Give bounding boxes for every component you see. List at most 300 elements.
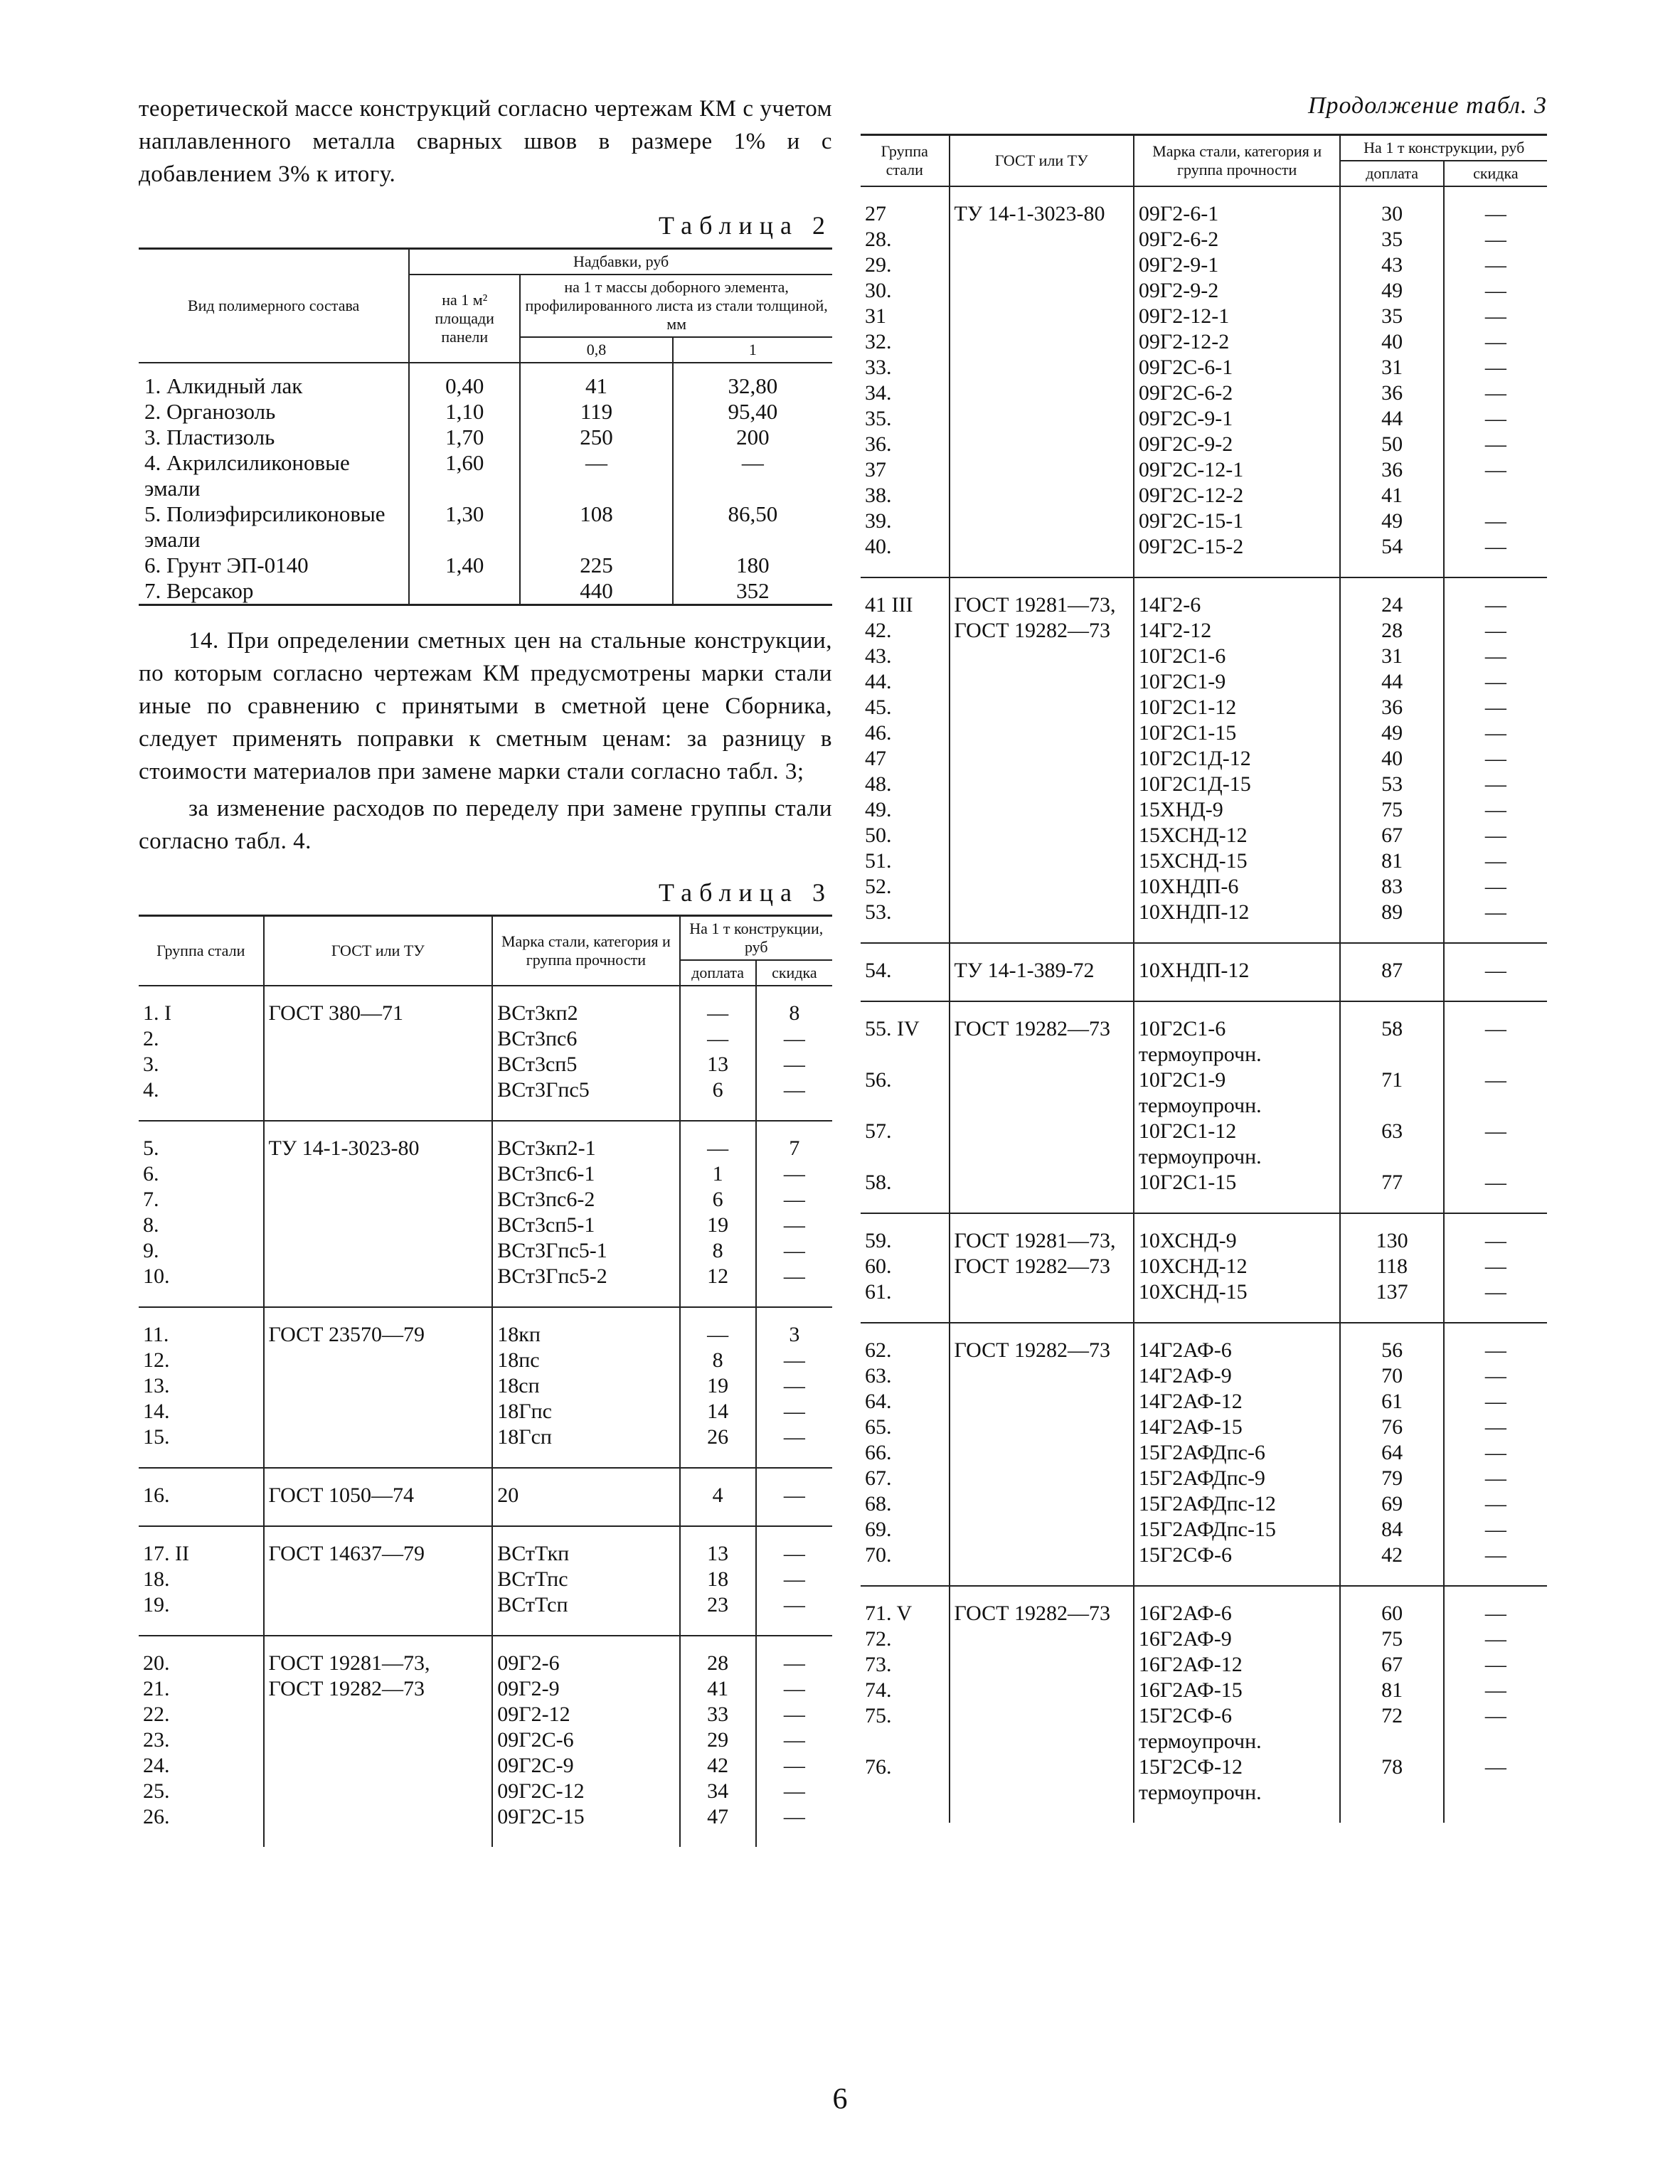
t3-cell-discount: — [1444, 618, 1547, 644]
t3-cell-discount: — [1444, 252, 1547, 278]
steel-group [139, 1468, 832, 1526]
t3-cell-discount: — [756, 1161, 832, 1187]
t3-cell-number: 35. [861, 406, 950, 432]
t3-cell-mark: 15Г2АФДпс-6 [1134, 1440, 1341, 1466]
table-row [139, 425, 832, 450]
t3-cell-number: 11. [139, 1307, 264, 1348]
t3-cell-gost: ТУ 14-1-3023-80 [950, 186, 1134, 577]
table3-left [139, 915, 832, 1847]
t2-cell-t08: 41 [520, 363, 673, 399]
table-row [139, 363, 832, 399]
t3-cell-discount: — [756, 1052, 832, 1077]
t3-cell-discount: — [1444, 797, 1547, 823]
t3-cell-surcharge: 76 [1340, 1415, 1443, 1440]
t3-cell-number: 26. [139, 1804, 264, 1847]
t3-cell-mark: 16Г2АФ-6 [1134, 1586, 1341, 1626]
t3-cell-surcharge: 36 [1340, 457, 1443, 483]
t3-cell-surcharge: 81 [1340, 848, 1443, 874]
t3-cell-number: 30. [861, 278, 950, 304]
t3-cell-number: 66. [861, 1440, 950, 1466]
t3-cell-discount: — [1444, 1119, 1547, 1170]
t3-cell-gost: ГОСТ 19281—73, ГОСТ 19282—73 [950, 577, 1134, 943]
t2-head-1: 1 [673, 337, 832, 363]
t3-cell-number: 61. [861, 1279, 950, 1323]
t3-cell-number: 5. [139, 1121, 264, 1161]
t2-cell-name: 5. Полиэфирсиликоновые эмали [139, 501, 409, 553]
t3-cell-number: 48. [861, 772, 950, 797]
t3-cell-surcharge: 49 [1340, 720, 1443, 746]
t3-cell-number: 1. I [139, 986, 264, 1026]
t3-cell-number: 53. [861, 900, 950, 943]
t3-cell-mark: 10Г2С1Д-15 [1134, 772, 1341, 797]
t3-cell-discount: — [756, 1348, 832, 1373]
t3-cell-discount: — [1444, 1543, 1547, 1586]
t3-cell-discount: — [756, 1077, 832, 1121]
t3-cell-discount: — [1444, 669, 1547, 695]
t3-cell-surcharge: 6 [680, 1187, 756, 1213]
t3-cell-mark: 15Г2АФДпс-9 [1134, 1466, 1341, 1491]
t3-cell-number: 16. [139, 1468, 264, 1526]
t3-cell-surcharge: 4 [680, 1468, 756, 1526]
t3-cell-mark: 10Г2С1-9 [1134, 669, 1341, 695]
t2-body [139, 363, 832, 605]
t2-cell-name: 1. Алкидный лак [139, 363, 409, 399]
t3-cell-surcharge: 13 [680, 1052, 756, 1077]
t3-cell-mark: 10ХСНД-12 [1134, 1254, 1341, 1279]
t3-cell-mark: ВСт3Гпс5 [492, 1077, 679, 1121]
t3-cell-mark: 10Г2С1-6 [1134, 644, 1341, 669]
table-row [139, 501, 832, 553]
t3-cell-surcharge: 40 [1340, 746, 1443, 772]
t3-cell-number: 67. [861, 1466, 950, 1491]
t3-cell-mark: 09Г2С-9 [492, 1753, 679, 1779]
t3-cell-discount: — [1444, 355, 1547, 380]
t3-cell-discount: — [756, 1727, 832, 1753]
t3-cell-discount: — [1444, 1363, 1547, 1389]
t3-cell-mark: 10ХНДП-12 [1134, 943, 1341, 1001]
t3-cell-surcharge: 56 [1340, 1323, 1443, 1363]
t3-cell-number: 44. [861, 669, 950, 695]
t3-cell-discount: — [756, 1702, 832, 1727]
table3-continuation-caption: Продолжение табл. 3 [1307, 92, 1547, 119]
t3-head-disc: скидка [756, 960, 832, 986]
t3-cell-surcharge: 24 [1340, 577, 1443, 618]
t3r-head-add: доплата [1340, 161, 1443, 186]
t3-cell-discount: 8 [756, 986, 832, 1026]
t3-cell-mark: 09Г2С-9-1 [1134, 406, 1341, 432]
t3-cell-discount: — [1444, 1389, 1547, 1415]
t2-cell-t08: — [520, 450, 673, 501]
t3-cell-number: 43. [861, 644, 950, 669]
t3-cell-surcharge: 33 [680, 1702, 756, 1727]
t3-cell-discount: — [1444, 1170, 1547, 1213]
t3-cell-mark: 10Г2С1-15 [1134, 1170, 1341, 1213]
t3-cell-mark: 14Г2АФ-12 [1134, 1389, 1341, 1415]
t3-cell-mark: 09Г2-9-2 [1134, 278, 1341, 304]
t3-cell-mark: 09Г2С-15-1 [1134, 508, 1341, 534]
t3-cell-discount: — [756, 1753, 832, 1779]
t2-cell-name: 3. Пластизоль [139, 425, 409, 450]
t3-cell-surcharge: 14 [680, 1399, 756, 1424]
t3-cell-mark: 09Г2С-12-1 [1134, 457, 1341, 483]
t3-cell-surcharge: 23 [680, 1592, 756, 1636]
t3-cell-mark: 15Г2СФ-12 термоупрочн. [1134, 1754, 1341, 1823]
t3-cell-mark: 18сп [492, 1373, 679, 1399]
t3-cell-mark: ВСтТкп [492, 1526, 679, 1567]
t3-cell-surcharge: 83 [1340, 874, 1443, 900]
t3-cell-mark: 14Г2-12 [1134, 618, 1341, 644]
table-row [139, 1636, 832, 1676]
t3-cell-surcharge: — [680, 1121, 756, 1161]
t3-cell-gost: ГОСТ 14637—79 [264, 1526, 493, 1636]
t2-cell-area: 1,70 [409, 425, 520, 450]
table-row [861, 943, 1547, 1001]
t3-cell-surcharge: 31 [1340, 644, 1443, 669]
t3-cell-surcharge: — [680, 986, 756, 1026]
t3-cell-mark: ВСт3сп5 [492, 1052, 679, 1077]
t3-cell-mark: ВСт3пс6-2 [492, 1187, 679, 1213]
t3-cell-surcharge: 50 [1340, 432, 1443, 457]
t3-cell-mark: ВСт3пс6-1 [492, 1161, 679, 1187]
t3-cell-discount: — [756, 1238, 832, 1264]
t3-cell-number: 56. [861, 1067, 950, 1119]
t3-cell-mark: 10Г2С1-12 [1134, 695, 1341, 720]
t3-cell-mark: 16Г2АФ-9 [1134, 1626, 1341, 1652]
page-number: 6 [832, 2083, 848, 2116]
t3-cell-surcharge: 87 [1340, 943, 1443, 1001]
t2-cell-area [409, 578, 520, 605]
t3-cell-number: 38. [861, 483, 950, 508]
t3-cell-discount: — [1444, 227, 1547, 252]
t3-cell-gost: ГОСТ 1050—74 [264, 1468, 493, 1526]
t3-cell-mark: 10Г2С1-9 термоупрочн. [1134, 1067, 1341, 1119]
t3-cell-number: 70. [861, 1543, 950, 1586]
t3-cell-mark: 14Г2АФ-15 [1134, 1415, 1341, 1440]
t2-cell-name: 6. Грунт ЭП-0140 [139, 553, 409, 578]
t3-cell-discount: — [756, 1213, 832, 1238]
t3-cell-mark: 09Г2-9-1 [1134, 252, 1341, 278]
table2-caption: Таблица 2 [659, 211, 832, 240]
t2-cell-area: 1,60 [409, 450, 520, 501]
t3-cell-discount: — [756, 1373, 832, 1399]
t3-cell-surcharge: 30 [1340, 186, 1443, 227]
t3-cell-discount: — [756, 1567, 832, 1592]
t3-cell-number: 17. II [139, 1526, 264, 1567]
t3-cell-number: 62. [861, 1323, 950, 1363]
t3-cell-gost: ГОСТ 23570—79 [264, 1307, 493, 1468]
t3-cell-mark: 15Г2СФ-6 [1134, 1543, 1341, 1586]
t3-cell-mark: 15Г2СФ-6 термоупрочн. [1134, 1703, 1341, 1754]
t3-cell-gost: ГОСТ 19281—73, ГОСТ 19282—73 [264, 1636, 493, 1847]
t2-cell-t08: 108 [520, 501, 673, 553]
t3-cell-gost: ГОСТ 19281—73, ГОСТ 19282—73 [950, 1213, 1134, 1323]
t3-cell-surcharge: 40 [1340, 329, 1443, 355]
t3-cell-mark: 09Г2-6-1 [1134, 186, 1341, 227]
t2-cell-t1: 180 [673, 553, 832, 578]
t3-cell-surcharge: 35 [1340, 227, 1443, 252]
t3-cell-number: 25. [139, 1779, 264, 1804]
t3-cell-discount: — [1444, 1626, 1547, 1652]
t3-cell-discount: — [756, 1804, 832, 1847]
t2-head-type: Вид полимерного состава [139, 249, 409, 363]
t3-cell-mark: 15ХСНД-12 [1134, 823, 1341, 848]
t3-cell-surcharge: 70 [1340, 1363, 1443, 1389]
t3-cell-surcharge: 49 [1340, 508, 1443, 534]
steel-group [139, 986, 832, 1121]
t3-cell-mark: ВСтТсп [492, 1592, 679, 1636]
t3-cell-discount: — [1444, 1213, 1547, 1254]
t3-cell-number: 8. [139, 1213, 264, 1238]
t3-cell-mark: 09Г2С-12 [492, 1779, 679, 1804]
t3-cell-discount: — [1444, 508, 1547, 534]
t2-cell-area: 1,30 [409, 501, 520, 553]
t3-cell-number: 69. [861, 1517, 950, 1543]
t3-cell-discount: — [1444, 1067, 1547, 1119]
t3-cell-surcharge: 75 [1340, 797, 1443, 823]
t3-cell-discount: — [756, 1399, 832, 1424]
t3-cell-number: 33. [861, 355, 950, 380]
t3r-head-price: На 1 т конструкции, руб [1340, 135, 1547, 161]
t3-cell-mark: 10ХСНД-15 [1134, 1279, 1341, 1323]
t3r-head-disc: скидка [1444, 161, 1547, 186]
t3-cell-number: 73. [861, 1652, 950, 1678]
t3-cell-number: 4. [139, 1077, 264, 1121]
t3-cell-surcharge: 29 [680, 1727, 756, 1753]
steel-group [139, 1526, 832, 1636]
t3-cell-discount: — [1444, 186, 1547, 227]
steel-group [861, 1586, 1547, 1823]
steel-group [861, 577, 1547, 943]
t3-cell-number: 52. [861, 874, 950, 900]
t3-cell-number: 47 [861, 746, 950, 772]
t3-cell-surcharge: 26 [680, 1424, 756, 1468]
t3-cell-surcharge: 43 [1340, 252, 1443, 278]
t3-cell-gost: ГОСТ 19282—73 [950, 1323, 1134, 1586]
t3-cell-surcharge: — [680, 1307, 756, 1348]
t3-cell-number: 18. [139, 1567, 264, 1592]
t2-cell-area: 1,40 [409, 553, 520, 578]
t3-cell-surcharge: 18 [680, 1567, 756, 1592]
t3-cell-surcharge: 89 [1340, 900, 1443, 943]
t3-cell-mark: 18Гпс [492, 1399, 679, 1424]
t2-cell-name: 4. Акрилсиликоновые эмали [139, 450, 409, 501]
t3-cell-discount: 3 [756, 1307, 832, 1348]
t3-cell-discount: — [756, 1636, 832, 1676]
t3-cell-number: 10. [139, 1264, 264, 1307]
t3-cell-mark: 10Г2С1-15 [1134, 720, 1341, 746]
t3-cell-discount: — [1444, 1754, 1547, 1823]
t2-cell-t1: 86,50 [673, 501, 832, 553]
t2-cell-name: 7. Версакор [139, 578, 409, 605]
t3-cell-number: 29. [861, 252, 950, 278]
t3-cell-number: 15. [139, 1424, 264, 1468]
t3-cell-mark: 09Г2-12-2 [1134, 329, 1341, 355]
t3-cell-number: 54. [861, 943, 950, 1001]
t3-cell-surcharge: 34 [680, 1779, 756, 1804]
t3-cell-discount: — [1444, 457, 1547, 483]
t3-cell-mark: 10Г2С1Д-12 [1134, 746, 1341, 772]
t3-cell-number: 75. [861, 1703, 950, 1754]
t3-cell-discount: — [1444, 1254, 1547, 1279]
t3-cell-discount: — [1444, 432, 1547, 457]
t3-cell-discount: — [1444, 1323, 1547, 1363]
t3-cell-surcharge: 36 [1340, 380, 1443, 406]
t2-cell-t1: 200 [673, 425, 832, 450]
t3-cell-mark: 10ХНДП-6 [1134, 874, 1341, 900]
t3-cell-number: 49. [861, 797, 950, 823]
steel-group [861, 1323, 1547, 1586]
intro-paragraph: теоретической массе конструкций согласно чертежам КМ с учетом наплавленного металла сварных швов в размере 1% и с добавлением 3% к итогу. [139, 96, 832, 187]
t3-cell-surcharge: 42 [1340, 1543, 1443, 1586]
t3-cell-mark: 15ХСНД-15 [1134, 848, 1341, 874]
t2-cell-t08: 440 [520, 578, 673, 605]
t3-cell-mark: 09Г2С-9-2 [1134, 432, 1341, 457]
t2-cell-area: 1,10 [409, 399, 520, 425]
t3-cell-mark: 09Г2-12 [492, 1702, 679, 1727]
t3-cell-discount: — [1444, 1517, 1547, 1543]
t3-cell-number: 3. [139, 1052, 264, 1077]
t3-cell-surcharge: 77 [1340, 1170, 1443, 1213]
table-row [139, 399, 832, 425]
t3-cell-number: 63. [861, 1363, 950, 1389]
t3r-head-group: Группа стали [861, 135, 950, 187]
t3-cell-discount: — [1444, 746, 1547, 772]
table-row [861, 1001, 1547, 1067]
t3-cell-discount [1444, 483, 1547, 508]
t3-cell-number: 7. [139, 1187, 264, 1213]
t3-cell-mark: 10ХНДП-12 [1134, 900, 1341, 943]
t2-cell-t1: 32,80 [673, 363, 832, 399]
t3-cell-surcharge: 60 [1340, 1586, 1443, 1626]
t3-cell-number: 74. [861, 1678, 950, 1703]
t3-cell-number: 39. [861, 508, 950, 534]
t3-cell-mark: 14Г2АФ-6 [1134, 1323, 1341, 1363]
t3-cell-surcharge: — [680, 1026, 756, 1052]
t3-cell-number: 13. [139, 1373, 264, 1399]
t3-cell-surcharge: 79 [1340, 1466, 1443, 1491]
t3-cell-mark: 10Г2С1-6 термоупрочн. [1134, 1001, 1341, 1067]
t3-cell-surcharge: 67 [1340, 1652, 1443, 1678]
t3-cell-number: 12. [139, 1348, 264, 1373]
t3-cell-mark: 09Г2С-6 [492, 1727, 679, 1753]
t3-cell-surcharge: 41 [680, 1676, 756, 1702]
t3-cell-number: 14. [139, 1399, 264, 1424]
t3-cell-discount: — [756, 1592, 832, 1636]
steel-group [139, 1307, 832, 1468]
t3-cell-number: 9. [139, 1238, 264, 1264]
t3-cell-number: 28. [861, 227, 950, 252]
t3-cell-discount: — [1444, 1415, 1547, 1440]
t3-cell-mark: ВСт3Гпс5-2 [492, 1264, 679, 1307]
t3-cell-number: 76. [861, 1754, 950, 1823]
t3-cell-mark: 09Г2-9 [492, 1676, 679, 1702]
t3-cell-surcharge: 12 [680, 1264, 756, 1307]
t3-cell-number: 37 [861, 457, 950, 483]
t3-cell-discount: — [1444, 943, 1547, 1001]
table3-right [861, 134, 1547, 1823]
table-row [861, 1323, 1547, 1363]
t3-cell-surcharge: 31 [1340, 355, 1443, 380]
para14: 14. При определении сметных цен на стальные конструкции, по которым согласно чертежам КМ предусмотрены марки стали иные по сравнению с принятыми в сметной цене Сборника, следует применять поправки к сметным ценам: за разницу в стоимости материалов при замене марки стали согласно табл. 3; за изменение расходов по переделу при замене группы стали согласно табл. 4. [139, 628, 832, 854]
t3-cell-number: 51. [861, 848, 950, 874]
t3-cell-mark: 10Г2С1-12 термоупрочн. [1134, 1119, 1341, 1170]
t3-cell-surcharge: 63 [1340, 1119, 1443, 1170]
t3-cell-mark: 15Г2АФДпс-12 [1134, 1491, 1341, 1517]
t3-cell-mark: 18кп [492, 1307, 679, 1348]
t3-cell-surcharge: 35 [1340, 304, 1443, 329]
t3-cell-surcharge: 28 [680, 1636, 756, 1676]
t3-cell-mark: 09Г2С-6-1 [1134, 355, 1341, 380]
t3-cell-number: 50. [861, 823, 950, 848]
t3-cell-number: 65. [861, 1415, 950, 1440]
t3-head-price: На 1 т конструкции, руб [680, 916, 833, 961]
t3-cell-mark: 18пс [492, 1348, 679, 1373]
t3-cell-surcharge: 8 [680, 1348, 756, 1373]
table-row [139, 1526, 832, 1567]
t3-cell-surcharge: 72 [1340, 1703, 1443, 1754]
t3-cell-surcharge: 71 [1340, 1067, 1443, 1119]
steel-group [861, 186, 1547, 577]
table-row [861, 186, 1547, 227]
steel-group [861, 1213, 1547, 1323]
t3-cell-number: 41 III [861, 577, 950, 618]
t2-head-ton: на 1 т массы доборного элемента, профилированного листа из стали толщиной, мм [520, 275, 832, 337]
t3-cell-number: 55. IV [861, 1001, 950, 1067]
t3-cell-surcharge: 58 [1340, 1001, 1443, 1067]
t3r-head-gost: ГОСТ или ТУ [950, 135, 1134, 187]
t3-cell-number: 64. [861, 1389, 950, 1415]
t3-cell-mark: 10ХСНД-9 [1134, 1213, 1341, 1254]
t3-cell-number: 60. [861, 1254, 950, 1279]
table-row [139, 450, 832, 501]
t3r-head-mark: Марка стали, категория и группа прочности [1134, 135, 1341, 187]
t3-cell-discount: 7 [756, 1121, 832, 1161]
t3-cell-surcharge: 28 [1340, 618, 1443, 644]
steel-group [861, 1001, 1547, 1213]
t3-cell-discount: — [1444, 874, 1547, 900]
t3-cell-mark: ВСтТпс [492, 1567, 679, 1592]
t3-cell-discount: — [756, 1779, 832, 1804]
t3-cell-surcharge: 130 [1340, 1213, 1443, 1254]
t2-head-08: 0,8 [520, 337, 673, 363]
table-row [139, 1121, 832, 1161]
t3-cell-discount: — [1444, 1466, 1547, 1491]
t3-cell-mark: 09Г2С-15 [492, 1804, 679, 1847]
t3-cell-surcharge: 78 [1340, 1754, 1443, 1823]
t2-cell-t08: 250 [520, 425, 673, 450]
t3-cell-number: 57. [861, 1119, 950, 1170]
t3-cell-mark: 09Г2-6-2 [1134, 227, 1341, 252]
t3-cell-discount: — [1444, 304, 1547, 329]
t3-cell-discount: — [1444, 772, 1547, 797]
t3-cell-number: 2. [139, 1026, 264, 1052]
t2-cell-t1: — [673, 450, 832, 501]
t3-cell-surcharge: 36 [1340, 695, 1443, 720]
t3-cell-discount: — [1444, 278, 1547, 304]
t3-cell-gost: ГОСТ 19282—73 [950, 1586, 1134, 1823]
t3-cell-discount: — [1444, 380, 1547, 406]
t3-cell-discount: — [1444, 1440, 1547, 1466]
t3-cell-surcharge: 44 [1340, 669, 1443, 695]
t3-cell-discount: — [1444, 695, 1547, 720]
t3-cell-mark: 15Г2АФДпс-15 [1134, 1517, 1341, 1543]
t3-cell-discount: — [1444, 1279, 1547, 1323]
t3-cell-mark: 16Г2АФ-15 [1134, 1678, 1341, 1703]
t3-cell-number: 45. [861, 695, 950, 720]
t3-cell-discount: — [1444, 720, 1547, 746]
t3-cell-surcharge: 6 [680, 1077, 756, 1121]
t3-cell-discount: — [756, 1676, 832, 1702]
